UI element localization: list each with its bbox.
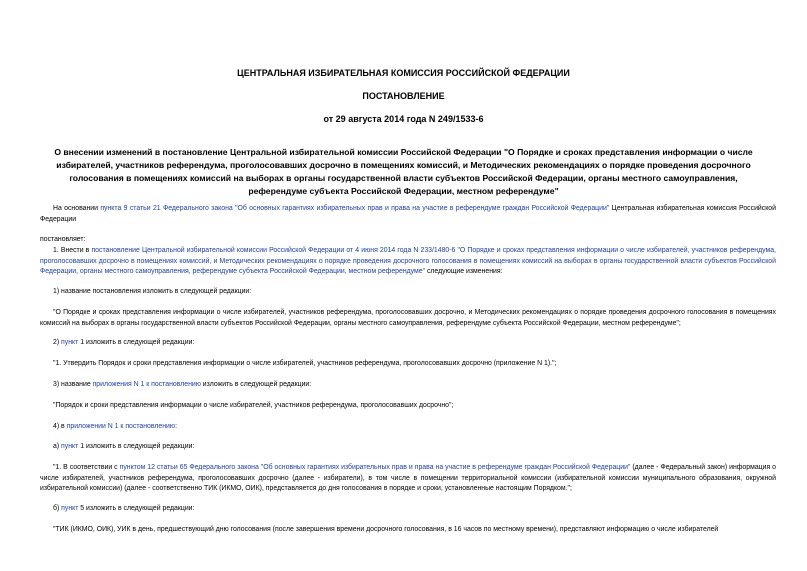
paragraph-sub-3 [40,380,776,391]
paragraph-quote-1: "О Порядке и сроках представления информации о числе избирателей, участников референдума, проголосовавших досрочно, и Методических рекомендациях о порядке проведения досрочного голосования в помещениях комиссий на выборах в органы государственной власти субъектов Российской Федерации, органы местного самоуправления, референдуме субъекта Российской Федерации, местном референдуме"; [40,309,776,327]
clause-link[interactable]: пункт [61,339,79,346]
paragraph-decides: постановляет: [40,236,86,243]
law-link[interactable]: пункта 9 статьи 21 Федерального закона "Об основных гарантиях избирательных прав и права на участие в референдуме граждан Российской Федерации" [100,205,610,212]
document-date-number: от 29 августа 2014 года N 249/1533-6 [323,114,484,124]
text: "1. В соответствии с [53,464,120,471]
paragraph-basis [40,204,776,225]
paragraph-sub-4b [40,504,776,515]
text: 1 изложить в следующей редакции: [78,339,195,346]
text: 5 изложить в следующей редакции: [78,505,195,512]
text: следующие изменения: [425,268,503,275]
text: 4) в [53,423,67,430]
appendix-link[interactable]: приложения N 1 к постановлению [92,381,201,388]
text: 3) название [53,381,93,388]
text: б) [53,505,62,512]
text: : [175,423,177,430]
resolution-link[interactable]: постановление Центральной избирательной комиссии Российской Федерации от 4 июня 2014 года N 233/1480-6 "О Порядке и сроках представления информации о числе избирателей, участников референдума, проголосовавших досрочно в помещениях комиссий, и Методических рекомендациях о порядке проведения досрочного голосования в помещениях комиссий на выборах в органы государственной власти субъектов Российской Федерации, органы местного самоуправления, референдуме субъекта Российской Федерации, местном референдуме" [40,247,776,275]
text: На основании [53,205,101,212]
paragraph-sub-1: 1) название постановления изложить в следующей редакции: [53,288,252,295]
text: а) [53,443,62,450]
clause-link[interactable]: пункт [61,443,79,450]
paragraph-quote-2: "1. Утвердить Порядок и сроки представления информации о числе избирателей, участников референдума, проголосовавших досрочно (приложение N 1)."; [53,360,557,367]
paragraph-sub-2 [40,338,776,349]
paragraph-quote-5: "ТИК (ИКМО, ОИК), УИК в день, предшествующий дню голосования (после завершения времени досрочного голосования, в 16 часов по местному времени), представляют информацию о числе избирателей [53,526,719,533]
clause-link[interactable]: пункт [61,505,79,512]
paragraph-sub-4 [40,422,776,433]
issuing-authority: ЦЕНТРАЛЬНАЯ ИЗБИРАТЕЛЬНАЯ КОМИССИЯ РОССИЙСКОЙ ФЕДЕРАЦИИ [237,68,570,78]
paragraph-quote-3: "Порядок и сроки представления информации о числе избирателей, участников референдума, проголосовавших досрочно"; [53,402,454,409]
paragraph-quote-4 [40,463,776,495]
document-title: О внесении изменений в постановление Центральной избирательной комиссии Российской Федерации "О Порядке и сроках представления информации о числе избирателей, участников референдума, проголосовавших досрочно в помещениях комиссий, и Методических рекомендациях о порядке проведения досрочного голосования в помещениях комиссий на выборах в органы государственной власти субъектов Российской Федерации, органы местного самоуправления, референдуме субъекта Российской Федерации, местном референдуме" [54,147,753,196]
appendix-link[interactable]: приложении N 1 к постановлению [66,423,176,430]
text: Центральная избирательная комиссия Российской Федерации [40,205,776,223]
text: 1 изложить в следующей редакции: [78,443,195,450]
document-type: ПОСТАНОВЛЕНИЕ [362,91,445,101]
text: (далее - Федеральный закон) информация о числе избирателей, участников референдума, проголосовавших досрочно (далее - избиратели), в том числе в помещении территориальной комиссии (избирательной комиссии муниципального образования, окружной избирательной комиссии) (далее - соответственно ТИК (ИКМО, ОИК), представляется до дня голосования в порядке и сроки, установленные настоящим Порядком."; [40,464,776,492]
law-link[interactable]: пунктом 12 статьи 65 Федерального закона "Об основных гарантиях избирательных прав и права на участие в референдуме граждан Российской Федерации" [119,464,631,471]
paragraph-sub-4a [40,442,776,453]
text: 2) [53,339,62,346]
paragraph-item-1 [40,246,776,278]
text: изложить в следующей редакции: [200,381,312,388]
text: 1. Внести в [53,247,92,254]
